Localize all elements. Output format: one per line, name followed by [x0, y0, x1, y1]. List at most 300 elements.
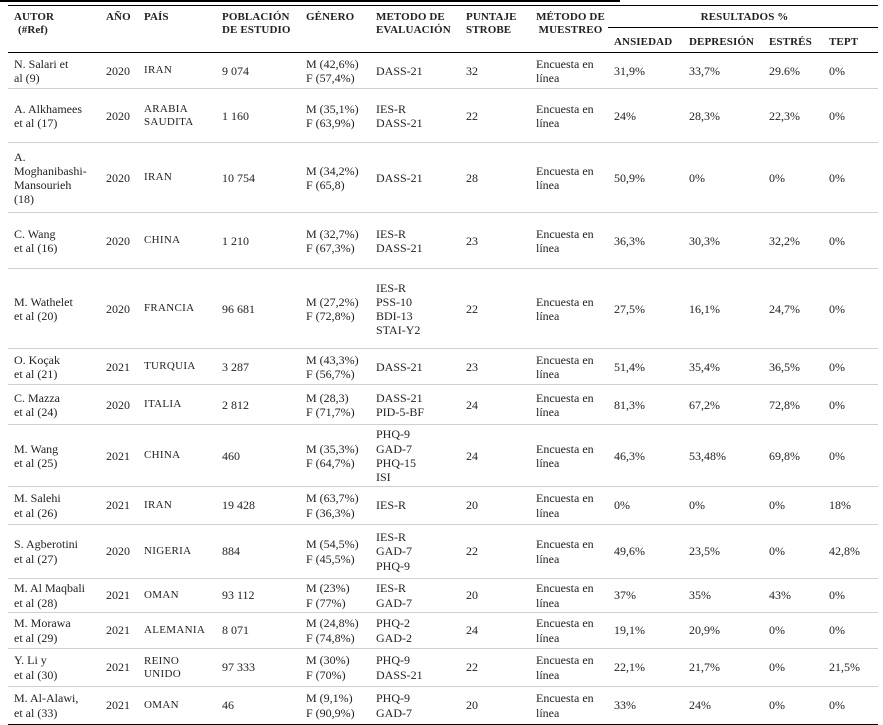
autor-line: et al (17)	[14, 115, 58, 130]
cell-autor	[8, 649, 100, 687]
metodo-line: IES-R	[376, 498, 406, 513]
metodo-line: DASS-21	[376, 240, 423, 255]
header-autor	[8, 6, 100, 53]
header-anio: AÑO	[100, 6, 138, 53]
metodo-line: DASS-21	[376, 667, 423, 682]
autor-line: C. Wang	[14, 226, 56, 241]
header-metodo-eval: METODO DE EVALUACIÓN	[370, 6, 460, 53]
autor-line: et al (25)	[14, 455, 58, 470]
cell-pais	[138, 143, 216, 213]
metodo-line: PHQ-9	[376, 558, 411, 573]
autor-line: M. Wang	[14, 441, 59, 456]
cell-depresion: 67,2%	[683, 385, 763, 425]
genero-line: M (24,8%)	[306, 616, 359, 631]
cell-depresion: 21,7%	[683, 649, 763, 687]
autor-line: et al (24)	[14, 404, 58, 419]
table-row	[8, 687, 878, 725]
autor-line: et al (21)	[14, 366, 58, 381]
cell-genero	[300, 649, 370, 687]
cell-poblacion: 1 160	[216, 89, 300, 143]
cell-muestreo	[530, 53, 608, 89]
cell-puntaje: 22	[460, 269, 530, 349]
cell-muestreo	[530, 89, 608, 143]
genero-line: F (71,7%)	[306, 404, 355, 419]
muestreo-line: Encuesta en	[536, 101, 594, 116]
cell-estres: 0%	[763, 687, 823, 725]
cell-muestreo	[530, 269, 608, 349]
genero-line: F (90,9%)	[306, 705, 355, 720]
cell-ansiedad: 33%	[608, 687, 683, 725]
table-row	[8, 525, 878, 579]
cell-puntaje: 28	[460, 143, 530, 213]
cell-anio: 2020	[100, 525, 138, 579]
cell-pais	[138, 579, 216, 613]
metodo-line: IES-R	[376, 280, 406, 295]
muestreo-line: línea	[536, 595, 560, 610]
autor-line: et al (26)	[14, 505, 58, 520]
cell-estres: 69,8%	[763, 425, 823, 487]
cell-pais	[138, 349, 216, 385]
cell-pais	[138, 487, 216, 525]
cell-tept: 0%	[823, 687, 878, 725]
cell-estres: 22,3%	[763, 89, 823, 143]
cell-tept: 18%	[823, 487, 878, 525]
metodo-line: IES-R	[376, 581, 406, 596]
genero-line: M (34,2%)	[306, 163, 359, 178]
cell-autor	[8, 613, 100, 649]
cell-estres: 0%	[763, 143, 823, 213]
table-row	[8, 425, 878, 487]
cell-pais	[138, 425, 216, 487]
autor-line: et al (30)	[14, 667, 58, 682]
muestreo-line: Encuesta en	[536, 352, 594, 367]
cell-puntaje: 24	[460, 385, 530, 425]
cell-tept: 0%	[823, 143, 878, 213]
table-row	[8, 269, 878, 349]
cell-metodo	[370, 385, 460, 425]
genero-line: M (54,5%)	[306, 537, 359, 552]
cell-pais	[138, 687, 216, 725]
cell-metodo	[370, 613, 460, 649]
cell-genero	[300, 579, 370, 613]
cell-metodo	[370, 649, 460, 687]
cell-metodo	[370, 525, 460, 579]
cell-poblacion: 97 333	[216, 649, 300, 687]
cell-puntaje: 20	[460, 579, 530, 613]
metodo-line: GAD-7	[376, 595, 412, 610]
cell-depresion: 35%	[683, 579, 763, 613]
cell-depresion: 53,48%	[683, 425, 763, 487]
cell-tept: 21,5%	[823, 649, 878, 687]
genero-line: F (72,8%)	[306, 308, 355, 323]
table-row	[8, 143, 878, 213]
autor-line: C. Mazza	[14, 390, 60, 405]
metodo-line: IES-R	[376, 101, 406, 116]
genero-line: M (42,6%)	[306, 56, 359, 71]
cell-pais	[138, 53, 216, 89]
cell-anio: 2021	[100, 425, 138, 487]
cell-poblacion: 2 812	[216, 385, 300, 425]
header-pais: PAÍS	[138, 6, 216, 53]
cell-ansiedad: 37%	[608, 579, 683, 613]
cell-anio: 2020	[100, 53, 138, 89]
cell-pais	[138, 525, 216, 579]
cell-metodo	[370, 269, 460, 349]
pais-line: TURQUIA	[144, 360, 196, 373]
metodo-line: PHQ-15	[376, 455, 417, 470]
cell-poblacion: 3 287	[216, 349, 300, 385]
cell-ansiedad: 24%	[608, 89, 683, 143]
cell-tept: 0%	[823, 269, 878, 349]
cell-poblacion: 8 071	[216, 613, 300, 649]
cell-anio: 2021	[100, 487, 138, 525]
table-row	[8, 213, 878, 269]
table-row	[8, 385, 878, 425]
cell-anio: 2020	[100, 213, 138, 269]
cell-tept: 0%	[823, 89, 878, 143]
cell-muestreo	[530, 349, 608, 385]
genero-line: F (77%)	[306, 595, 346, 610]
genero-line: M (35,1%)	[306, 101, 359, 116]
autor-line: A.	[14, 149, 26, 164]
table-row	[8, 613, 878, 649]
autor-line: et al (20)	[14, 308, 58, 323]
muestreo-line: línea	[536, 240, 560, 255]
cell-anio: 2020	[100, 143, 138, 213]
autor-line: M. Morawa	[14, 616, 71, 631]
cell-ansiedad: 49,6%	[608, 525, 683, 579]
autor-line: al (9)	[14, 70, 40, 85]
autor-line: M. Al Maqbali	[14, 581, 85, 596]
cell-metodo	[370, 53, 460, 89]
cell-pais	[138, 213, 216, 269]
muestreo-line: línea	[536, 70, 560, 85]
cell-autor	[8, 269, 100, 349]
cell-autor	[8, 385, 100, 425]
genero-line: F (36,3%)	[306, 505, 355, 520]
muestreo-line: Encuesta en	[536, 226, 594, 241]
genero-line: F (74,8%)	[306, 630, 355, 645]
genero-line: F (65,8)	[306, 177, 345, 192]
muestreo-line: Encuesta en	[536, 616, 594, 631]
cell-depresion: 0%	[683, 487, 763, 525]
muestreo-line: línea	[536, 177, 560, 192]
metodo-line: GAD-7	[376, 544, 412, 559]
genero-line: F (70%)	[306, 667, 346, 682]
cell-autor	[8, 89, 100, 143]
genero-line: M (63,7%)	[306, 491, 359, 506]
cell-estres: 29.6%	[763, 53, 823, 89]
cell-autor	[8, 143, 100, 213]
muestreo-line: línea	[536, 705, 560, 720]
autor-line: Y. Li y	[14, 653, 47, 668]
autor-line: Moghanibashi-	[14, 163, 87, 178]
pais-line: ARABIA	[144, 102, 188, 115]
pais-line: CHINA	[144, 234, 181, 247]
cell-autor	[8, 579, 100, 613]
header-puntaje: PUNTAJE STROBE	[460, 6, 530, 53]
cell-estres: 0%	[763, 649, 823, 687]
cell-anio: 2021	[100, 649, 138, 687]
cell-autor	[8, 425, 100, 487]
cell-puntaje: 22	[460, 525, 530, 579]
cell-poblacion: 1 210	[216, 213, 300, 269]
autor-line: et al (27)	[14, 551, 58, 566]
cell-puntaje: 22	[460, 89, 530, 143]
cell-depresion: 24%	[683, 687, 763, 725]
cell-poblacion: 884	[216, 525, 300, 579]
cell-poblacion: 93 112	[216, 579, 300, 613]
cell-poblacion: 460	[216, 425, 300, 487]
cell-puntaje: 20	[460, 487, 530, 525]
genero-line: M (28,3)	[306, 390, 349, 405]
header-poblacion: POBLACIÓN DE ESTUDIO	[216, 6, 300, 53]
cell-tept: 0%	[823, 53, 878, 89]
muestreo-line: Encuesta en	[536, 491, 594, 506]
metodo-line: PHQ-2	[376, 616, 411, 631]
metodo-line: IES-R	[376, 226, 406, 241]
muestreo-line: Encuesta en	[536, 56, 594, 71]
header-muestreo: MÉTODO DE MUESTREO	[530, 6, 608, 53]
autor-line: M. Wathelet	[14, 294, 73, 309]
cell-estres: 0%	[763, 525, 823, 579]
cell-genero	[300, 349, 370, 385]
cell-puntaje: 24	[460, 613, 530, 649]
header-autor-label: AUTOR	[14, 11, 55, 23]
cell-anio: 2021	[100, 349, 138, 385]
metodo-line: IES-R	[376, 530, 406, 545]
studies-table	[8, 5, 878, 725]
muestreo-line: línea	[536, 630, 560, 645]
cell-muestreo	[530, 525, 608, 579]
table-row	[8, 487, 878, 525]
muestreo-line: Encuesta en	[536, 441, 594, 456]
cell-genero	[300, 53, 370, 89]
cell-pais	[138, 269, 216, 349]
cell-metodo	[370, 687, 460, 725]
autor-line: et al (28)	[14, 595, 58, 610]
cell-depresion: 30,3%	[683, 213, 763, 269]
autor-line: O. Koçak	[14, 352, 60, 367]
autor-line: N. Salari et	[14, 56, 69, 71]
cell-genero	[300, 89, 370, 143]
metodo-line: GAD-2	[376, 630, 412, 645]
cell-muestreo	[530, 613, 608, 649]
genero-line: M (32,7%)	[306, 226, 359, 241]
metodo-line: STAI-Y2	[376, 323, 421, 338]
autor-line: et al (16)	[14, 240, 58, 255]
cell-puntaje: 20	[460, 687, 530, 725]
cell-ansiedad: 27,5%	[608, 269, 683, 349]
autor-line: M. Salehi	[14, 491, 61, 506]
table-header	[8, 6, 878, 53]
cell-depresion: 16,1%	[683, 269, 763, 349]
muestreo-line: Encuesta en	[536, 163, 594, 178]
cell-genero	[300, 525, 370, 579]
muestreo-line: Encuesta en	[536, 691, 594, 706]
cell-anio: 2020	[100, 89, 138, 143]
header-estres: ESTRÉS	[763, 28, 823, 53]
genero-line: M (9,1%)	[306, 691, 353, 706]
cell-estres: 0%	[763, 613, 823, 649]
cell-anio: 2021	[100, 687, 138, 725]
metodo-line: DASS-21	[376, 170, 423, 185]
cell-ansiedad: 81,3%	[608, 385, 683, 425]
cell-depresion: 33,7%	[683, 53, 763, 89]
muestreo-line: Encuesta en	[536, 294, 594, 309]
muestreo-line: línea	[536, 308, 560, 323]
cell-muestreo	[530, 385, 608, 425]
top-rule	[0, 0, 620, 2]
genero-line: F (56,7%)	[306, 366, 355, 381]
cell-metodo	[370, 143, 460, 213]
cell-poblacion: 10 754	[216, 143, 300, 213]
header-genero: GÉNERO	[300, 6, 370, 53]
cell-puntaje: 22	[460, 649, 530, 687]
autor-line: A. Alkhamees	[14, 101, 82, 116]
cell-tept: 0%	[823, 425, 878, 487]
genero-line: M (23%)	[306, 581, 350, 596]
metodo-line: DASS-21	[376, 63, 423, 78]
cell-anio: 2021	[100, 579, 138, 613]
cell-muestreo	[530, 579, 608, 613]
cell-depresion: 20,9%	[683, 613, 763, 649]
cell-autor	[8, 487, 100, 525]
muestreo-line: línea	[536, 667, 560, 682]
table-row	[8, 349, 878, 385]
pais-line: ITALIA	[144, 398, 182, 411]
cell-muestreo	[530, 425, 608, 487]
table-row	[8, 53, 878, 89]
autor-line: et al (29)	[14, 630, 58, 645]
genero-line: M (27,2%)	[306, 294, 359, 309]
cell-estres: 43%	[763, 579, 823, 613]
cell-tept: 0%	[823, 349, 878, 385]
cell-anio: 2020	[100, 385, 138, 425]
pais-line: ALEMANIA	[144, 624, 206, 637]
cell-depresion: 0%	[683, 143, 763, 213]
pais-line: NIGERIA	[144, 545, 192, 558]
cell-autor	[8, 53, 100, 89]
table-row	[8, 89, 878, 143]
header-depresion: DEPRESIÓN	[683, 28, 763, 53]
cell-anio: 2021	[100, 613, 138, 649]
cell-genero	[300, 487, 370, 525]
cell-genero	[300, 143, 370, 213]
pais-line: IRAN	[144, 499, 173, 512]
cell-ansiedad: 0%	[608, 487, 683, 525]
cell-anio: 2020	[100, 269, 138, 349]
cell-estres: 24,7%	[763, 269, 823, 349]
cell-autor	[8, 213, 100, 269]
metodo-line: DASS-21	[376, 359, 423, 374]
cell-metodo	[370, 425, 460, 487]
cell-muestreo	[530, 143, 608, 213]
muestreo-line: línea	[536, 366, 560, 381]
pais-line: FRANCIA	[144, 302, 195, 315]
cell-depresion: 23,5%	[683, 525, 763, 579]
muestreo-line: Encuesta en	[536, 581, 594, 596]
genero-line: F (64,7%)	[306, 455, 355, 470]
header-tept: TEPT	[823, 28, 878, 53]
cell-puntaje: 23	[460, 213, 530, 269]
metodo-line: GAD-7	[376, 705, 412, 720]
cell-poblacion: 46	[216, 687, 300, 725]
autor-line: S. Agberotini	[14, 537, 79, 552]
pais-line: OMAN	[144, 589, 179, 602]
pais-line: REINO	[144, 654, 180, 667]
cell-puntaje: 24	[460, 425, 530, 487]
cell-ansiedad: 50,9%	[608, 143, 683, 213]
metodo-line: PHQ-9	[376, 691, 411, 706]
cell-tept: 0%	[823, 213, 878, 269]
cell-poblacion: 96 681	[216, 269, 300, 349]
metodo-line: ISI	[376, 469, 391, 484]
pais-line: UNIDO	[144, 667, 181, 680]
muestreo-line: línea	[536, 115, 560, 130]
cell-metodo	[370, 487, 460, 525]
cell-tept: 0%	[823, 579, 878, 613]
muestreo-line: Encuesta en	[536, 653, 594, 668]
cell-tept: 0%	[823, 613, 878, 649]
genero-line: M (30%)	[306, 653, 350, 668]
cell-pais	[138, 649, 216, 687]
cell-muestreo	[530, 687, 608, 725]
pais-line: IRAN	[144, 64, 173, 77]
cell-estres: 72,8%	[763, 385, 823, 425]
table-row	[8, 649, 878, 687]
header-ref-label: (#Ref)	[18, 24, 48, 37]
cell-genero	[300, 687, 370, 725]
autor-line: (18)	[14, 192, 34, 207]
genero-line: F (45,5%)	[306, 551, 355, 566]
metodo-line: BDI-13	[376, 308, 413, 323]
metodo-line: DASS-21	[376, 115, 423, 130]
cell-metodo	[370, 89, 460, 143]
cell-poblacion: 9 074	[216, 53, 300, 89]
cell-genero	[300, 213, 370, 269]
header-ansiedad: ANSIEDAD	[608, 28, 683, 53]
cell-autor	[8, 525, 100, 579]
cell-genero	[300, 269, 370, 349]
genero-line: M (43,3%)	[306, 352, 359, 367]
metodo-line: PSS-10	[376, 294, 413, 309]
cell-muestreo	[530, 213, 608, 269]
muestreo-line: Encuesta en	[536, 390, 594, 405]
cell-metodo	[370, 213, 460, 269]
cell-genero	[300, 613, 370, 649]
pais-line: IRAN	[144, 171, 173, 184]
cell-ansiedad: 22,1%	[608, 649, 683, 687]
cell-tept: 42,8%	[823, 525, 878, 579]
autor-line: M. Al-Alawi,	[14, 691, 79, 706]
cell-puntaje: 32	[460, 53, 530, 89]
muestreo-line: línea	[536, 404, 560, 419]
cell-ansiedad: 36,3%	[608, 213, 683, 269]
muestreo-line: línea	[536, 455, 560, 470]
cell-pais	[138, 89, 216, 143]
table-body	[8, 53, 878, 725]
cell-autor	[8, 687, 100, 725]
pais-line: CHINA	[144, 449, 181, 462]
cell-genero	[300, 425, 370, 487]
genero-line: F (63,9%)	[306, 115, 355, 130]
header-resultados: RESULTADOS %	[608, 6, 878, 28]
cell-ansiedad: 19,1%	[608, 613, 683, 649]
genero-line: F (57,4%)	[306, 70, 355, 85]
metodo-line: PHQ-9	[376, 653, 411, 668]
cell-estres: 0%	[763, 487, 823, 525]
